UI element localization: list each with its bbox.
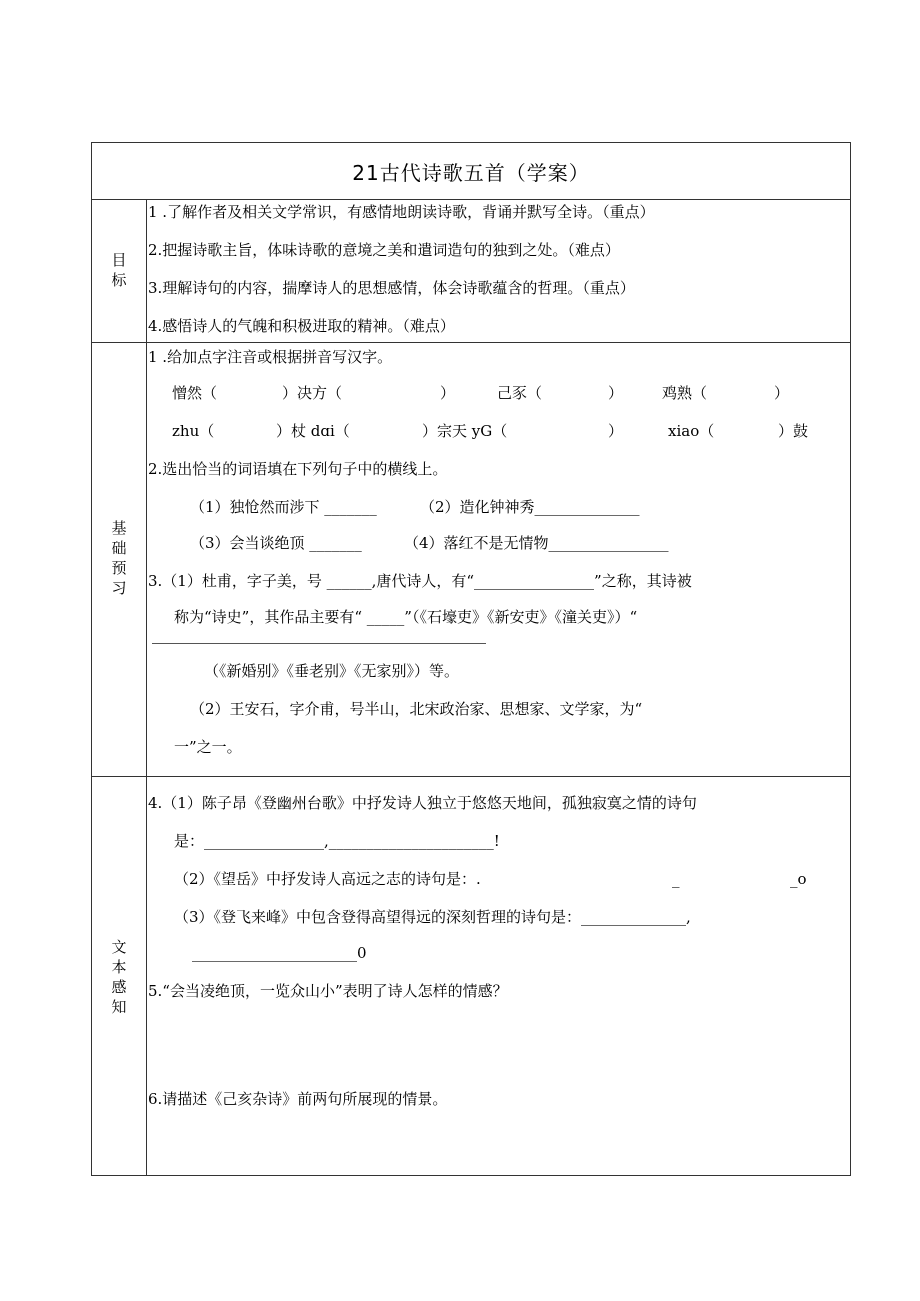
q1-item: 鸡熟（	[662, 384, 708, 402]
q4-line: 4.（1）陈子昂《登幽州台歌》中抒发诗人独立于悠悠天地间，孤独寂寞之情的诗句	[148, 794, 697, 812]
q2-item: （3）会当谈绝顶 _______	[190, 534, 362, 552]
q6-question: 6.请描述《己亥杂诗》前两句所展现的情景。	[148, 1090, 448, 1108]
q1-item: ）杖 dɑi（	[276, 422, 350, 440]
q3-line: 称为“诗史”，其作品主要有“ _____”（《石壕吏》《新安吏》《潼关吏》）“	[174, 608, 638, 626]
q3-line: 一”之一。	[174, 738, 242, 756]
q1-title: 1 .给加点字注音或根据拼音写汉字。	[148, 348, 393, 366]
q3-line: （《新婚别》《垂老别》《无家别》）等。	[204, 662, 460, 680]
q4-line: 是：________________,______________________!	[174, 832, 500, 850]
q3-line: （2）王安石，字介甫，号半山，北宋政治家、思想家、文学家，为“	[190, 700, 643, 718]
q1-item: xiao（	[668, 422, 715, 440]
q1-item: ）宗天 yG（	[422, 422, 508, 440]
q2-item: （2）造化钟神秀______________	[420, 498, 640, 516]
q2-title: 2.选出恰当的词语填在下列句子中的横线上。	[148, 460, 448, 478]
q1-item: 己豕（	[497, 384, 543, 402]
preview-content	[148, 343, 850, 776]
preview-label: 基础预习	[111, 519, 127, 597]
q4-blank-mark: _	[672, 870, 680, 888]
preview-label-cell	[92, 343, 147, 776]
q1-item: ）	[774, 384, 790, 402]
goals-section	[92, 200, 850, 343]
goal-item: 1 .了解作者及相关文学常识，有感情地朗读诗歌，背诵并默写全诗。（重点）	[148, 203, 655, 221]
text-label-cell	[92, 777, 147, 1175]
q1-item: ）	[608, 384, 624, 402]
q4-line: ______________________0	[192, 944, 367, 962]
q1-item: ）	[440, 384, 456, 402]
q1-item: ）鼓	[778, 422, 809, 440]
text-perception-section	[92, 777, 850, 1175]
page-title: 21古代诗歌五首（学案）	[352, 161, 590, 185]
preview-section	[92, 343, 850, 777]
text-content	[148, 777, 850, 1175]
goals-label-cell	[92, 200, 147, 342]
title-row	[92, 143, 850, 200]
text-label: 文本感知	[111, 938, 127, 1016]
q4-line: （3）《登飞来峰》中包含登得高望得远的深刻哲理的诗句是：______________,	[174, 908, 691, 926]
goal-item: 2.把握诗歌主旨，体味诗歌的意境之美和遣词造句的独到之处。（难点）	[148, 241, 620, 259]
q1-item: ）决方（	[282, 384, 343, 402]
q4-blank-mark: _o	[790, 870, 807, 888]
goals-label: 目标	[111, 251, 127, 289]
q1-item: ）	[608, 422, 624, 440]
q5-question: 5.“会当凌绝顶，一览众山小”表明了诗人怎样的情感？	[148, 982, 508, 1000]
goals-content	[148, 200, 850, 342]
goal-item: 4.感悟诗人的气魄和积极进取的精神。（难点）	[148, 317, 455, 335]
worksheet-table	[91, 142, 851, 1176]
q2-item: （4）落红不是无情物________________	[404, 534, 669, 552]
goal-item: 3.理解诗句的内容，揣摩诗人的思想感情，体会诗歌蕴含的哲理。（重点）	[148, 279, 635, 297]
q2-item: （1）独怆然而涉下 _______	[190, 498, 377, 516]
q1-item: 憎然（	[172, 384, 218, 402]
q3-line: 3.（1）杜甫，字子美，号 ______,唐代诗人，有“________________”之称，其诗被	[148, 572, 692, 590]
answer-blank-line	[152, 643, 486, 644]
q1-item: zhu（	[172, 422, 215, 440]
q4-line: （2）《望岳》中抒发诗人高远之志的诗句是：.	[174, 870, 481, 888]
